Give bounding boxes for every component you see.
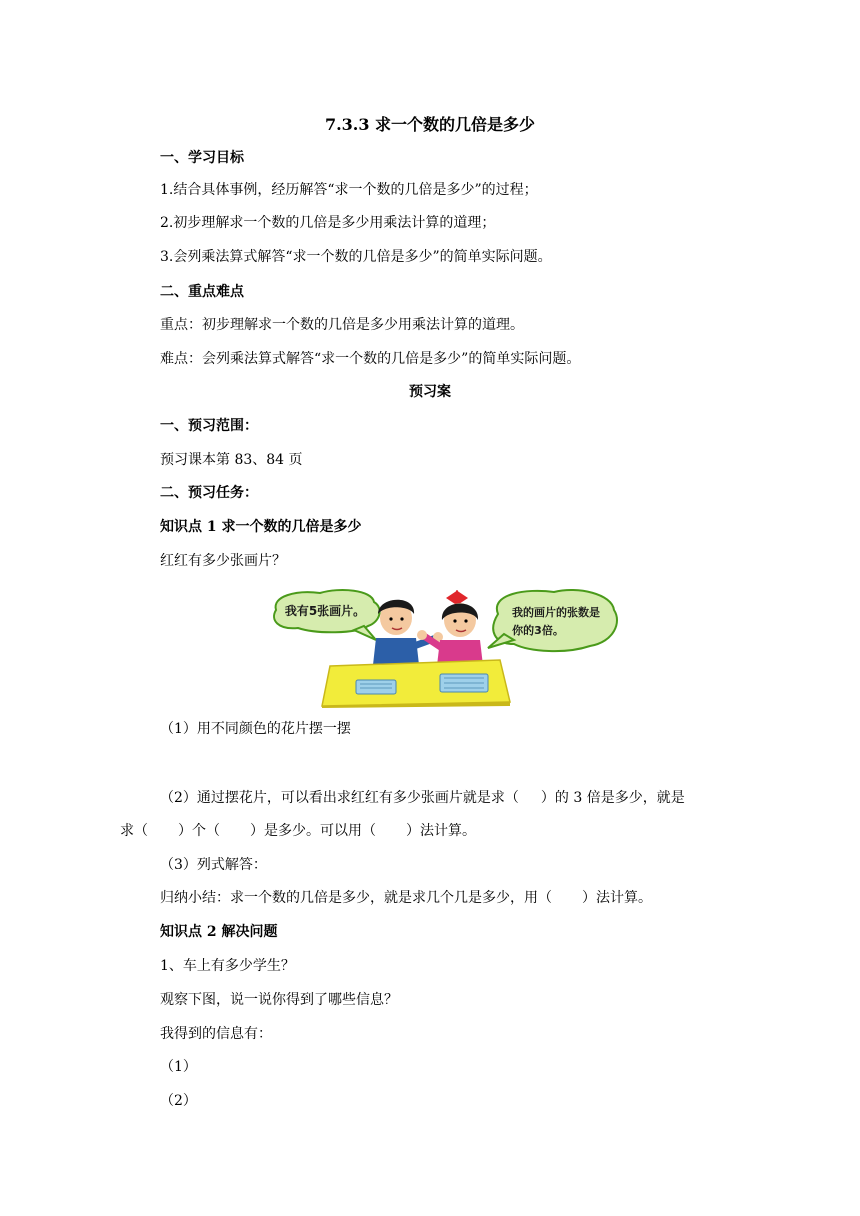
step-2-text-d: ）个（ [178,823,220,839]
goal-3: 3.会列乘法算式解答“求一个数的几倍是多少”的简单实际问题。 [160,249,552,265]
preview-task-heading: 二、预习任务： [160,485,258,501]
step-2-text-a: （2）通过摆花片，可以看出求红红有多少张画片就是求（ [160,790,519,806]
speech-bubble-left [274,590,380,640]
preview-scope: 预习课本第 83、84 页 [160,452,303,468]
knowledge-point-1-heading: 知识点 1 求一个数的几倍是多少 [160,519,362,535]
info-heading: 我得到的信息有： [160,1026,272,1042]
summary-text-b: ）法计算。 [582,890,652,906]
step-3: （3）列式解答： [160,857,267,873]
summary [160,888,652,908]
kp1-question: 红红有多少张画片？ [160,553,286,569]
preview-title: 预习案 [409,384,451,400]
knowledge-point-2-heading: 知识点 2 解决问题 [160,924,278,940]
children-illustration [268,588,620,708]
step-2-line1 [160,788,685,808]
section-heading-keypoints: 二、重点难点 [160,284,244,300]
step-1: （1）用不同颜色的花片摆一摆 [160,721,351,737]
step-2-text-c: 求（ [120,823,148,839]
difficulty: 难点：会列乘法算式解答“求一个数的几倍是多少”的简单实际问题。 [160,351,581,367]
section-heading-goals: 一、学习目标 [160,150,244,166]
goal-2: 2.初步理解求一个数的几倍是多少用乘法计算的道理； [160,215,496,231]
goal-1: 1.结合具体事例，经历解答“求一个数的几倍是多少”的过程； [160,182,538,198]
step-2-line2 [120,821,476,841]
bubble-left-text: 我有5张画片。 [284,604,366,618]
question-1: 1、车上有多少学生？ [160,958,295,974]
observe-prompt: 观察下图，说一说你得到了哪些信息？ [160,992,398,1008]
key-point: 重点：初步理解求一个数的几倍是多少用乘法计算的道理。 [160,317,524,333]
summary-text-a: 归纳小结：求一个数的几倍是多少，就是求几个几是多少，用（ [160,890,552,906]
bubble-right-line2: 你的3倍。 [512,624,564,637]
picture-cards-left [356,680,396,694]
speech-bubble-right [488,590,617,651]
step-2-text-e: ）是多少。可以用（ [250,823,376,839]
step-2-text-f: ）法计算。 [406,823,476,839]
page-title: 7.3.3 求一个数的几倍是多少 [324,115,536,134]
preview-scope-heading: 一、预习范围： [160,418,258,434]
info-item-1: （1） [160,1059,197,1075]
info-item-2: （2） [160,1093,197,1109]
bubble-right-line1: 我的画片的张数是 [512,606,600,619]
step-2-text-b: ）的 3 倍是多少，就是 [540,790,685,806]
table [322,660,510,708]
